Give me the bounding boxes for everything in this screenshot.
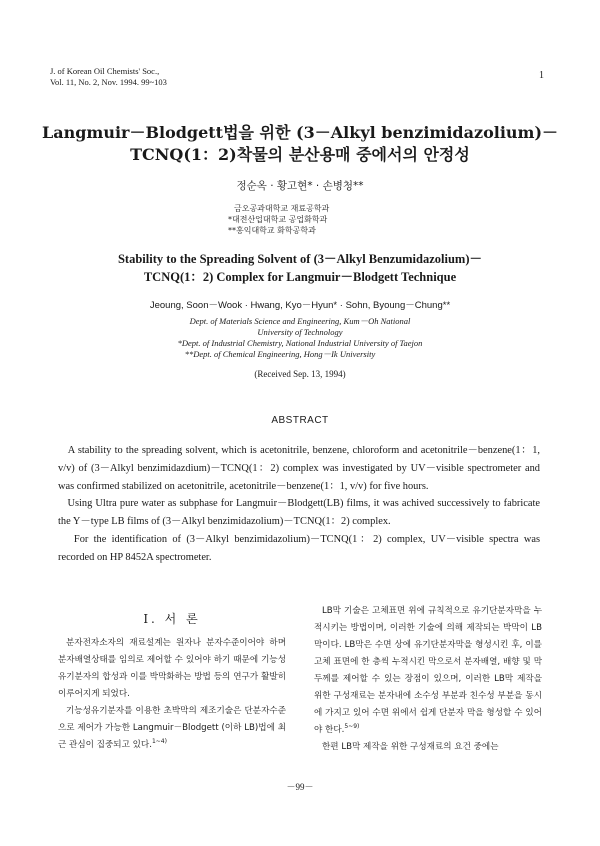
abstract-paragraph-2 (58, 495, 540, 531)
right-paragraph-2: 한편 LB막 제작을 위한 구성재료의 요건 중에는 (322, 742, 499, 752)
reference-1-4: 1~4) (151, 738, 167, 746)
received-date: (Received Sep. 13, 1994) (254, 369, 346, 379)
page-number: 1 (539, 70, 544, 81)
korean-affiliation-2: *대전산업대학교 공업화학과 (228, 215, 328, 224)
korean-authors: 정순옥 · 황고현* · 손병청** (236, 180, 364, 192)
english-authors: Jeoung, Soon－Wook · Hwang, Kyo－Hyun* · Sohn, Byoung－Chung** (149, 300, 451, 311)
left-paragraph-1: 분자전자소자의 재료설계는 원자나 분자수준이어야 하며 분자배열상태를 임의로 제어할 수 있어야 하기 때문에 기능성유기분자의 합성과 이를 박막화하는 방법 등의 연구가 활발히 이루어지게 되었다. (58, 638, 286, 699)
journal-volume: Vol. 11, No. 2, Nov. 1994. 99~103 (50, 77, 167, 87)
left-column (58, 607, 286, 754)
english-affiliation-1b: University of Technology (257, 327, 343, 337)
english-affiliation-1: Dept. of Materials Science and Engineering, Kum－Oh National (189, 316, 411, 326)
korean-affiliation-1: 금오공과대학교 재료공학과 (234, 204, 330, 213)
abstract-body (58, 442, 540, 567)
abstract-paragraph-1-text: A stability to the spreading solvent, which is acetonitrile, benzene, chloroform and acetonitrile－benzene(1：1, v/v) of (3－Alkyl benzimidazdium)－TCNQ(1：2) complex was investigated by UV－visible spectrometer and was confirmed stabilized on acetonitrile, acetonitrile－benzene(1：1, v/v) for five hours. (58, 445, 540, 492)
section-heading-introduction: Ⅰ. 서 론 (143, 612, 201, 626)
footer-page-label: －99－ (286, 782, 314, 792)
english-affiliation-3: **Dept. of Chemical Engineering, Hong－Ik University (184, 349, 376, 359)
korean-title-line1: Langmuir－Blodgett법을 위한 (3－Alkyl benzimidazolium)－ (41, 123, 559, 142)
abstract-paragraph-3 (58, 531, 540, 567)
abstract-heading: ABSTRACT (271, 415, 329, 426)
korean-title (20, 122, 580, 166)
right-paragraph-1 (314, 603, 542, 739)
korean-affiliation-3: **홍익대학교 화학공학과 (228, 226, 316, 235)
left-paragraph-2-text: 기능성유기분자를 이용한 초박막의 제조기술은 단분자수준으로 제어가 가능한 Langmuir－Blodgett (이하 LB)법에 최근 관심이 집중되고 있다. (58, 706, 286, 750)
right-paragraph-1-text: LB막 기술은 고체표면 위에 규칙적으로 유기단분자막을 누적시키는 방법이며, 이러한 기술에 의해 제작되는 박막이 LB막이다. LB막은 수면 상에 유기단분자막을 형성시킨 후, 이를 고체 표면에 한 층씩 누적시킨 막으로서 분자배열, 배향 및 막두께를 제어할 수 있는 장점이 있으며, 이러한 LB막 제작을 위한 구성재료는 분자내에 소수성 부분과 친수성 부분을 동시에 가지고 있어 수면 위에서 쉽게 단분자 막을 형성할 수 있어야 한다. (314, 606, 542, 735)
english-affiliation-2: *Dept. of Industrial Chemistry, National Industrial University of Taejon (177, 338, 423, 348)
right-column (314, 603, 542, 756)
abstract-paragraph-3-text: For the identification of (3－Alkyl benzimidazolium)－TCNQ(1：2) complex, UV－visible spectra was recorded on HP 8452A spectrometer. (58, 533, 541, 563)
english-affiliations (0, 316, 600, 360)
journal-citation (50, 66, 167, 88)
abstract-paragraph-2-text: Using Ultra pure water as subphase for Langmuir－Blodgett(LB) films, it was achived successively to fabricate the Y－type LB films of (3－Alkyl benzimidazolium)－TCNQ(1：2) complex. (58, 498, 540, 528)
english-title (20, 250, 580, 286)
korean-affiliations (228, 203, 329, 236)
left-paragraph-2 (58, 703, 286, 754)
english-title-line1: Stability to the Spreading Solvent of (3－Alkyl Benzumidazolium)－ (117, 252, 483, 266)
english-title-line2: TCNQ(1：2) Complex for Langmuir－Blodgett Technique (143, 270, 457, 284)
reference-5-9: 5~9) (344, 723, 360, 731)
journal-name: J. of Korean Oil Chemists' Soc., (50, 66, 160, 76)
korean-title-line2: TCNQ(1：2)착물의 분산용매 중에서의 안정성 (130, 145, 470, 164)
abstract-paragraph-1 (58, 442, 540, 495)
